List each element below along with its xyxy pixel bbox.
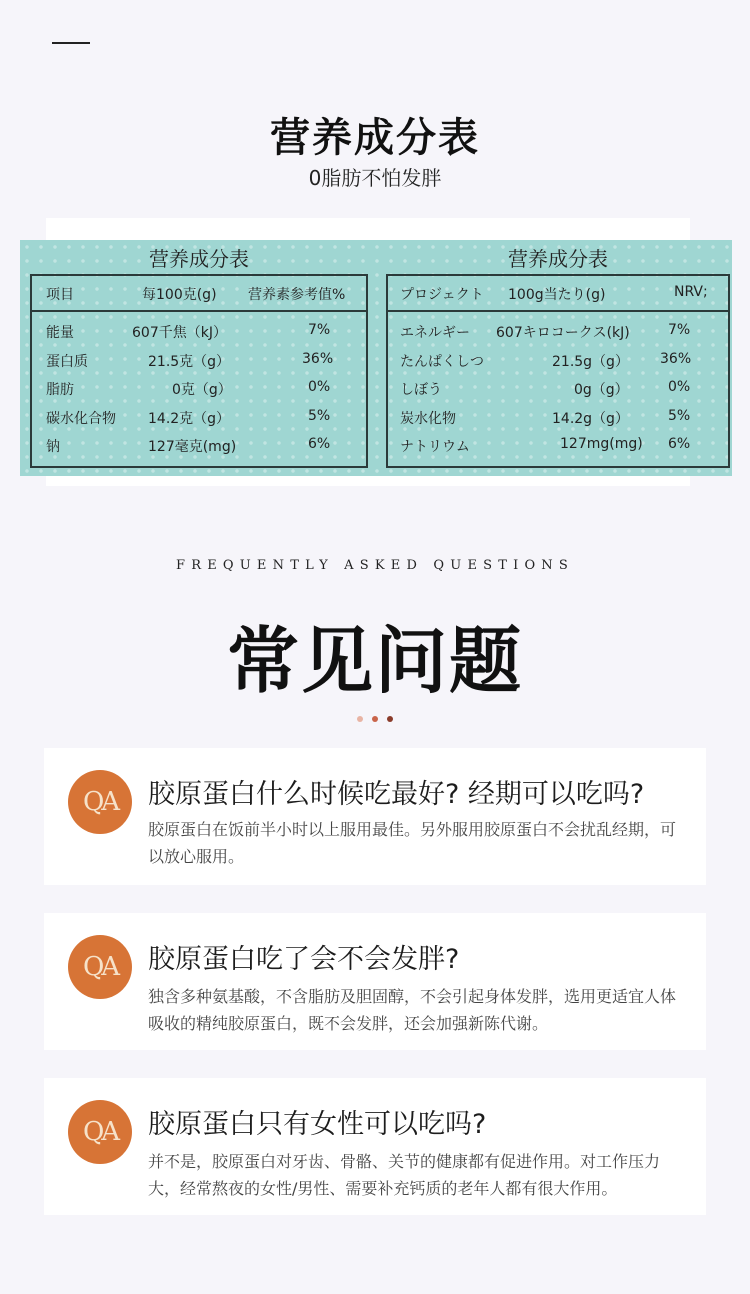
row-label: たんぱくしつ (400, 353, 484, 370)
qa-icon: QA (68, 935, 132, 999)
row-label: 脂肪 (46, 382, 74, 398)
dot (357, 716, 363, 722)
table-box (386, 274, 730, 468)
row-nrv: 36% (660, 350, 692, 367)
table-row (32, 347, 366, 376)
faq-item (44, 913, 706, 1050)
row-amount: 0克（g） (172, 382, 232, 398)
column-header: 项目 (46, 287, 74, 303)
row-nrv: 0% (668, 379, 691, 395)
row-nrv: 5% (668, 407, 691, 424)
table-row (32, 375, 366, 404)
row-nrv: 5% (308, 407, 331, 424)
table-row (388, 404, 728, 433)
decorative-dots (0, 707, 750, 726)
table-row (388, 375, 728, 404)
row-label: 碳水化合物 (46, 410, 116, 427)
qa-icon: QA (68, 1100, 132, 1164)
faq-answer: 并不是，胶原蛋白对牙齿、骨骼、关节的健康都有促进作用。对工作压力大，经常熬夜的女性/男性、需要补充钙质的老年人都有很大作用。 (148, 1152, 661, 1198)
row-amount: 127mg(mg) (560, 436, 643, 452)
row-label: 炭水化物 (400, 410, 456, 427)
nutrition-table-cn (30, 240, 368, 476)
row-label: 能量 (46, 325, 74, 341)
table-row (32, 404, 366, 433)
faq-question: 胶原蛋白什么时候吃最好? 经期可以吃吗? (148, 779, 645, 810)
row-label: 蛋白质 (46, 353, 88, 370)
column-header: 100g当たり(g) (508, 287, 606, 303)
table-title: 营养成分表 (149, 247, 249, 271)
column-header: NRV; (674, 284, 708, 300)
row-nrv: 0% (308, 379, 331, 395)
faq-answer: 胶原蛋白在饭前半小时以上服用最佳。另外服用胶原蛋白不会扰乱经期，可以放心服用。 (148, 820, 677, 866)
faq-item (44, 1078, 706, 1215)
table-title: 营养成分表 (508, 247, 608, 271)
table-row (388, 347, 728, 376)
table-row (32, 318, 366, 347)
faq-title: 常见问题 (226, 618, 523, 703)
row-amount: 21.5g（g） (552, 353, 629, 370)
table-header-row (388, 276, 728, 312)
dot (387, 716, 393, 722)
qa-icon: QA (68, 770, 132, 834)
table-row (388, 318, 728, 347)
row-label: エネルギー (400, 325, 470, 341)
nutrition-subtitle: 0脂肪不怕发胖 (308, 166, 442, 190)
table-header-row (32, 276, 366, 312)
row-amount: 0g（g） (574, 382, 629, 398)
row-amount: 607キロコークス(kJ) (496, 325, 630, 341)
row-label: しぼう (400, 382, 442, 398)
table-row (388, 432, 728, 461)
table-row (32, 432, 366, 461)
faq-question: 胶原蛋白吃了会不会发胖? (148, 944, 460, 975)
row-nrv: 6% (308, 436, 331, 452)
row-amount: 607千焦（kJ） (132, 325, 227, 341)
column-header: 营养素参考值% (248, 287, 346, 303)
row-nrv: 6% (668, 436, 691, 452)
faq-question: 胶原蛋白只有女性可以吃吗? (148, 1109, 487, 1140)
row-label: 钠 (46, 439, 60, 455)
row-amount: 21.5克（g） (148, 353, 231, 370)
nutrition-table-jp (386, 240, 730, 476)
row-label: ナトリウム (400, 439, 470, 455)
dot (372, 716, 378, 722)
column-header: プロジェクト (400, 287, 484, 303)
top-divider (52, 42, 90, 44)
row-amount: 14.2克（g） (148, 410, 231, 427)
row-nrv: 7% (308, 322, 331, 338)
row-nrv: 7% (668, 322, 691, 338)
row-amount: 127毫克(mg) (148, 439, 237, 455)
row-nrv: 36% (302, 350, 334, 367)
faq-item (44, 748, 706, 885)
faq-answer: 独含多种氨基酸，不含脂肪及胆固醇，不会引起身体发胖，选用更适宜人体吸收的精纯胶原蛋白，既不会发胖，还会加强新陈代谢。 (148, 987, 677, 1033)
nutrition-title: 营养成分表 (270, 114, 480, 161)
row-amount: 14.2g（g） (552, 410, 629, 427)
faq-label: FREQUENTLY ASKED QUESTIONS (176, 558, 574, 573)
column-header: 每100克(g) (142, 287, 217, 303)
table-box (30, 274, 368, 468)
